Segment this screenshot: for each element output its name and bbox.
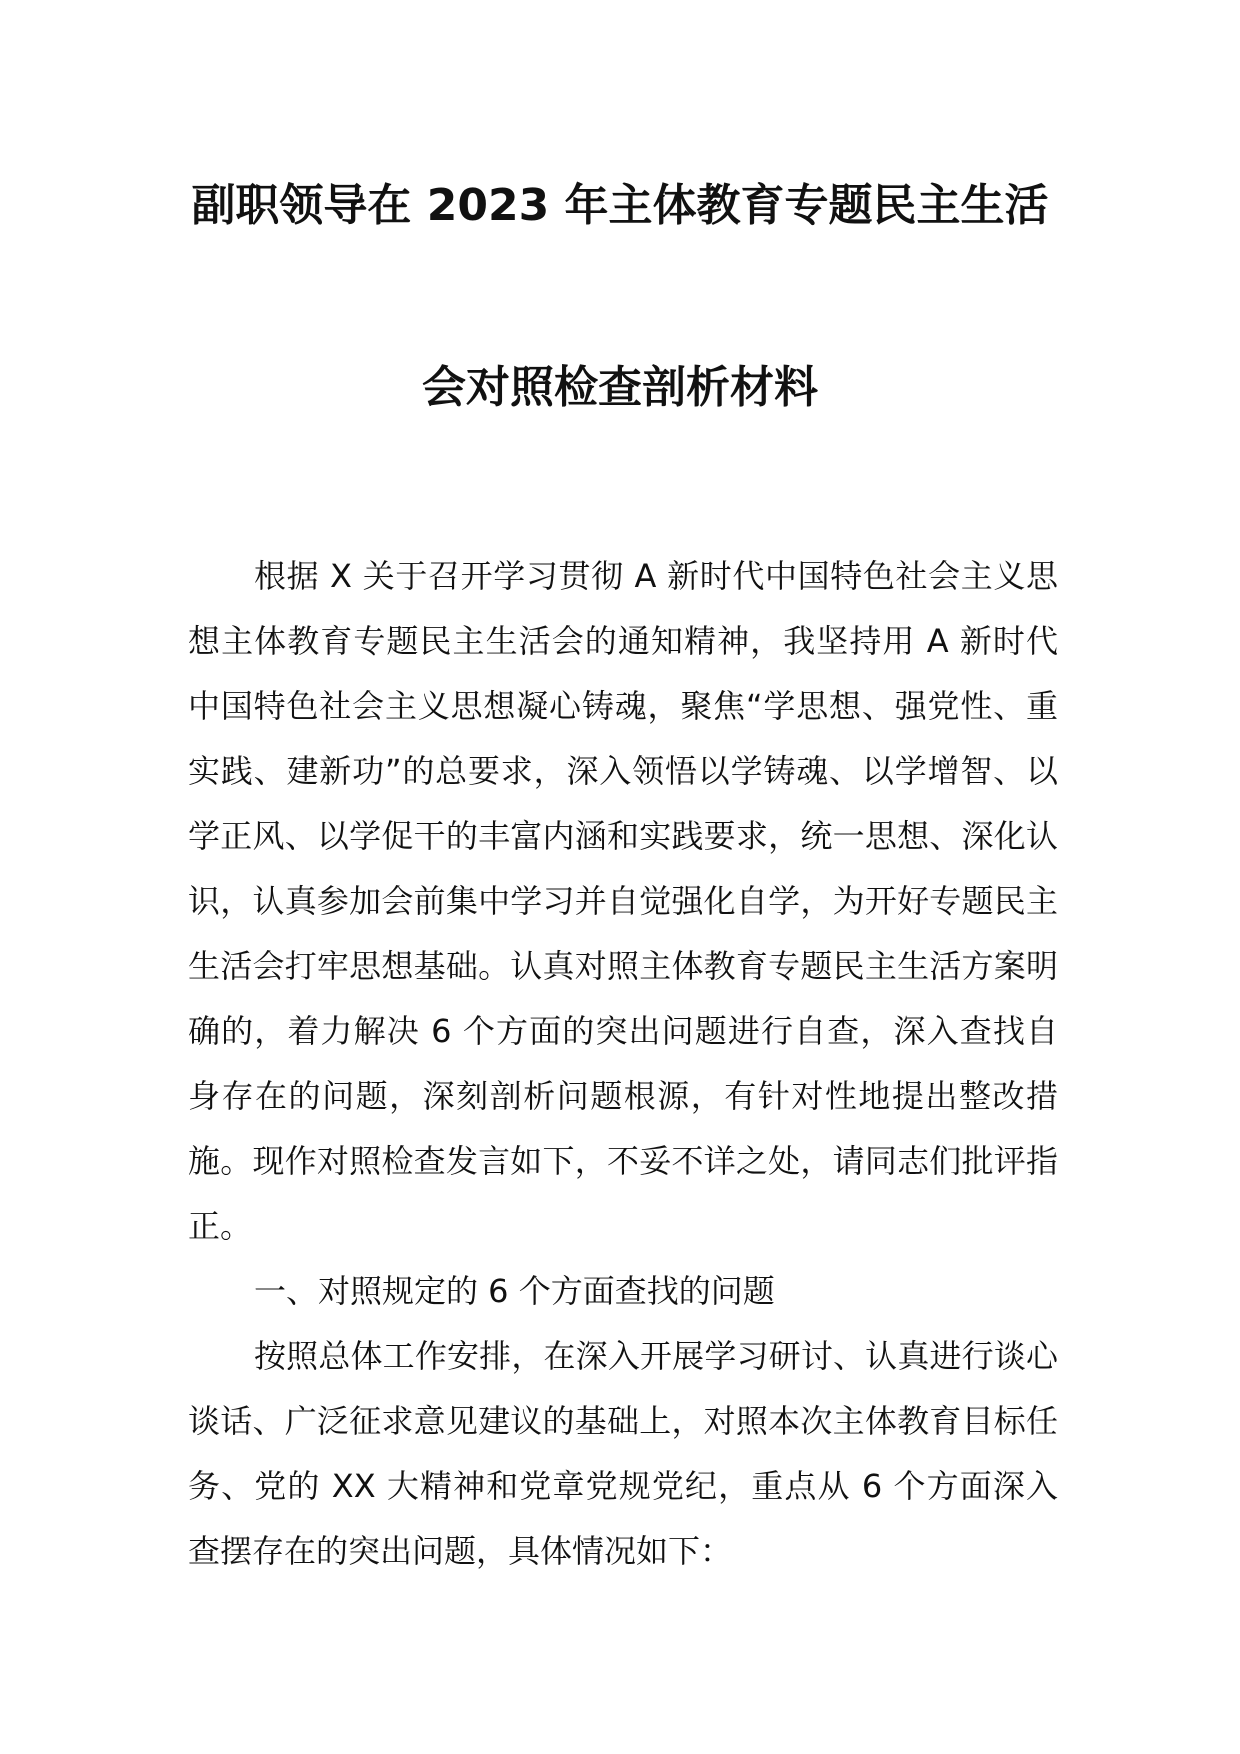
- section-heading-1: 一、对照规定的 6 个方面查找的问题: [254, 1272, 775, 1310]
- document-title-line-1: 副职领导在 2023 年主体教育专题民主生活: [191, 180, 1049, 231]
- section-1-paragraph: 按照总体工作安排，在深入开展学习研讨、认真进行谈心谈话、广泛征求意见建议的基础上，对照本次主体教育目标任务、党的 XX 大精神和党章党规党纪，重点从 6 个方面深入查摆存在的突出问题，具体情况如下：: [188, 1337, 1058, 1570]
- intro-paragraph: 根据 X 关于召开学习贯彻 A 新时代中国特色社会主义思想主体教育专题民主生活会的通知精神，我坚持用 A 新时代中国特色社会主义思想凝心铸魂，聚焦“学思想、强党性、重实践、建新功”的总要求，深入领悟以学铸魂、以学增智、以学正风、以学促干的丰富内涵和实践要求，统一思想、深化认识，认真参加会前集中学习并自觉强化自学，为开好专题民主生活会打牢思想基础。认真对照主体教育专题民主生活方案明确的，着力解决 6 个方面的突出问题进行自查，深入查找自身存在的问题，深刻剖析问题根源，有针对性地提出整改措施。现作对照检查发言如下，不妥不详之处，请同志们批评指正。: [188, 557, 1058, 1245]
- document-title-line-2: 会对照检查剖析材料: [422, 362, 818, 413]
